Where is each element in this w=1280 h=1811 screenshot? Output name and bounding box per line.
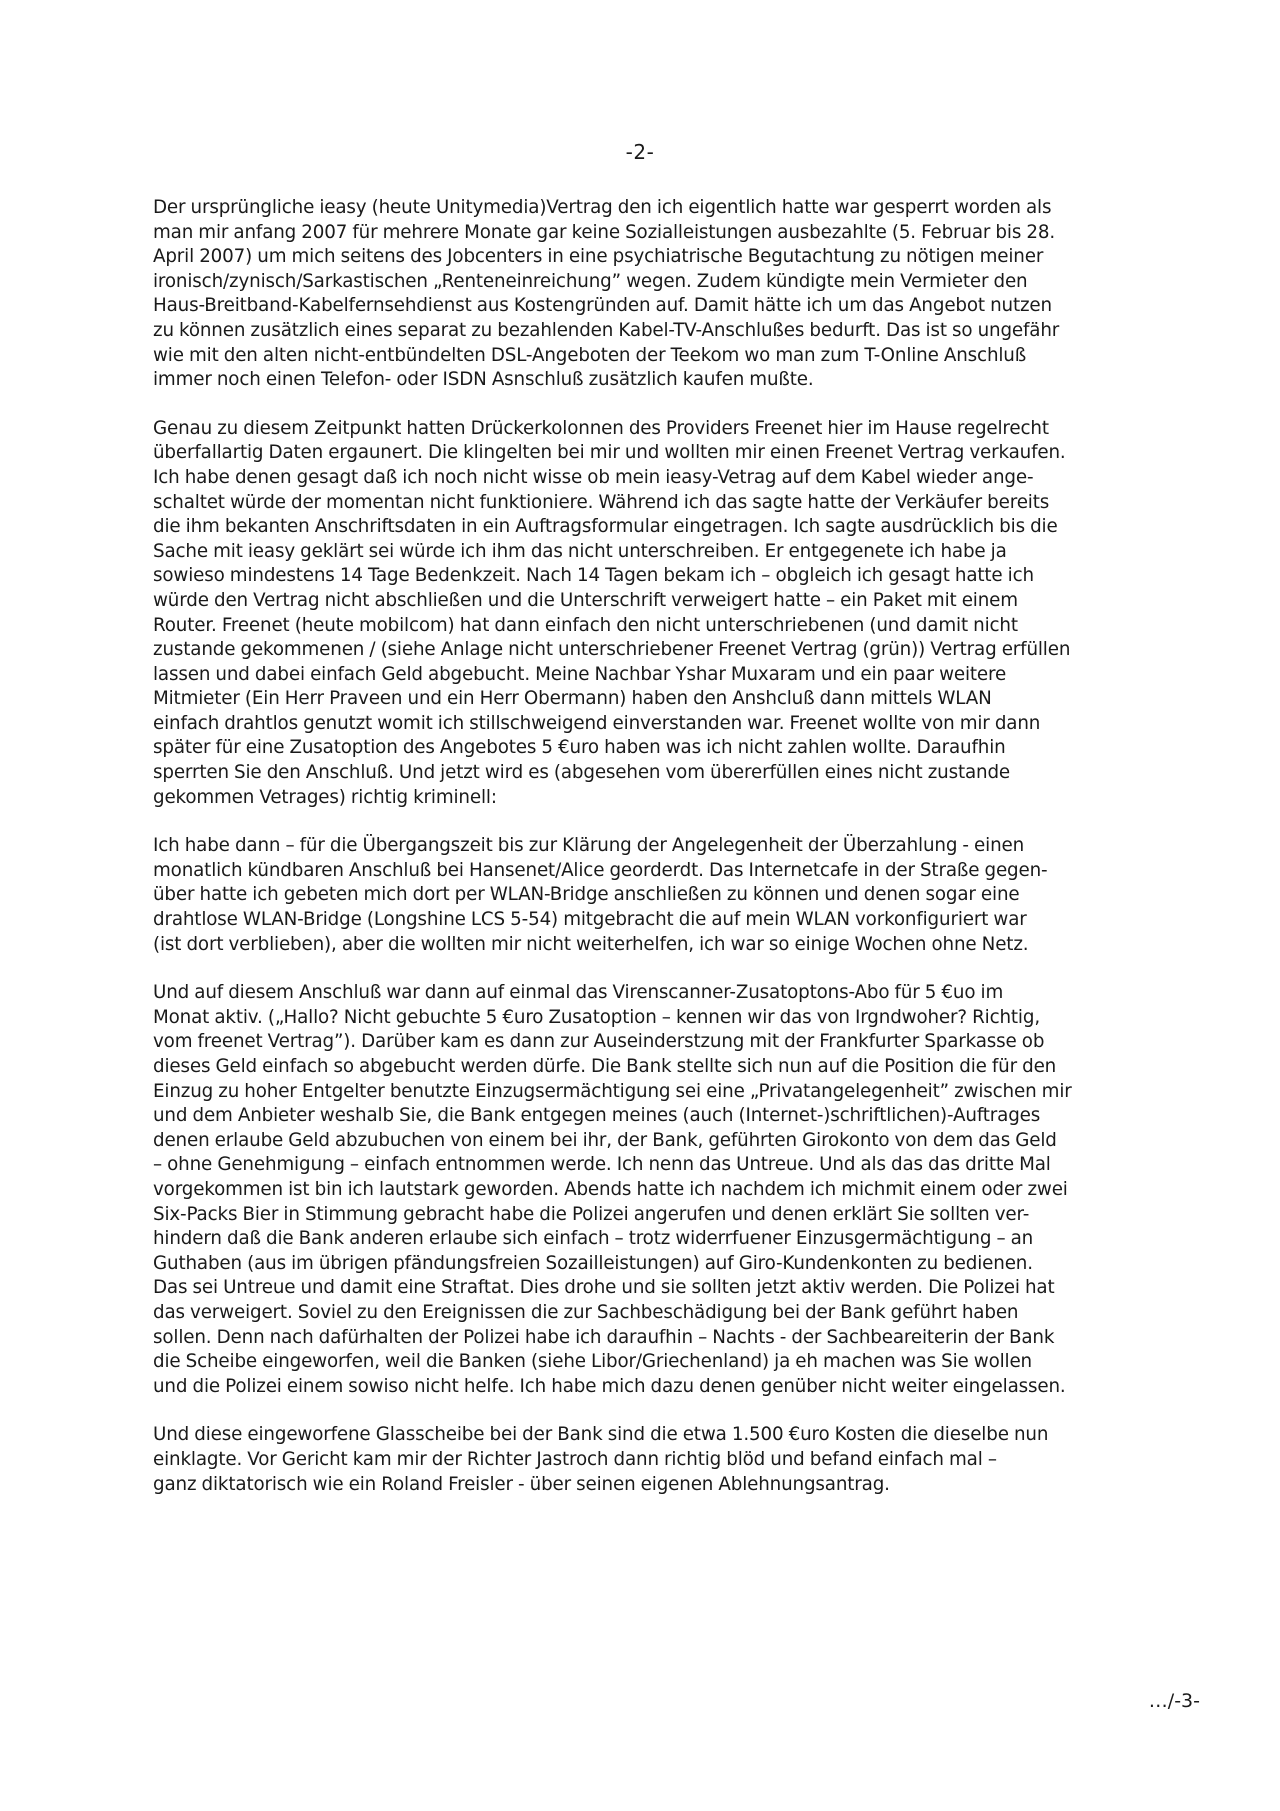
text-line: Genau zu diesem Zeitpunkt hatten Drückerkolonnen des Providers Freenet hier im Hause regelrecht (153, 417, 1049, 439)
document-body (153, 196, 1163, 1521)
text-line: und dem Anbieter weshalb Sie, die Bank entgegen meines (auch (Internet-)schriftlichen)-Auftrages (153, 1105, 1041, 1127)
text-line: immer noch einen Telefon- oder ISDN Asnschluß zusätzlich kaufen mußte. (153, 369, 814, 391)
text-line: später für eine Zusatoption des Angebotes 5 €uro haben was ich nicht zahlen wollte. Daraufhin (153, 737, 1006, 759)
text-line: Router. Freenet (heute mobilcom) hat dann einfach den nicht unterschriebenen (und damit nicht (153, 614, 1018, 636)
text-line: einfach drahtlos genutzt womit ich stillschweigend einverstanden war. Freenet wollte von mir dann (153, 712, 1041, 734)
text-line: gekommen Vetrages) richtig kriminell: (153, 786, 497, 808)
text-line: vorgekommen ist bin ich lautstark geworden. Abends hatte ich nachdem ich michmit einem oder zwei (153, 1178, 1068, 1200)
page-number: -2- (625, 140, 655, 164)
paragraph-glass-pane (153, 1423, 1163, 1497)
text-line: zustande gekommenen / (siehe Anlage nicht unterschriebener Freenet Vertrag (grün)) Vertrag erfüllen (153, 639, 1071, 661)
text-line: sowieso mindestens 14 Tage Bedenkzeit. Nach 14 Tagen bekam ich – obgleich ich gesagt hatte ich (153, 565, 1034, 587)
paragraph-freenet (153, 417, 1163, 811)
text-line: die ihm bekanten Anschriftsdaten in ein Auftragsformular eingetragen. Ich sagte ausdrücklich bis die (153, 516, 1058, 538)
text-line: Einzug zu hoher Entgelter benutzte Einzugsermächtigung sei eine „Privatangelegenheit” zwischen mir (153, 1080, 1072, 1102)
paragraph-bank-dispute (153, 981, 1163, 1399)
text-line: Sache mit ieasy geklärt sei würde ich ihm das nicht unterschreiben. Er entgegenete ich habe ja (153, 540, 1007, 562)
text-line: sperrten Sie den Anschluß. Und jetzt wird es (abgesehen vom übererfüllen eines nicht zustande (153, 762, 1011, 784)
text-line: Monat aktiv. („Hallo? Nicht gebuchte 5 €uro Zusatoption – kennen wir das von Irgndwoher? Richtig, (153, 1006, 1040, 1028)
text-line: denen erlaube Geld abzubuchen von einem bei ihr, der Bank, geführten Girokonto von dem das Geld (153, 1129, 1057, 1151)
text-line: überfallartig Daten ergaunert. Die klingelten bei mir und wollten mir einen Freenet Vertrag verkaufen. (153, 442, 1066, 464)
paragraph-ieasy-contract (153, 196, 1163, 393)
text-line: Guthaben (aus im übrigen pfändungsfreien Sozailleistungen) auf Giro-Kundenkonten zu bedienen. (153, 1252, 1033, 1274)
text-line: (ist dort verblieben), aber die wollten mir nicht weiterhelfen, ich war so einige Wochen ohne Netz. (153, 933, 1029, 955)
text-line: sollen. Denn nach dafürhalten der Polizei habe ich daraufhin – Nachts - der Sachbeareiterin der Bank (153, 1326, 1055, 1348)
text-line: über hatte ich gebeten mich dort per WLAN-Bridge anschließen zu können und denen sogar eine (153, 884, 1020, 906)
text-line: Ich habe dann – für die Übergangszeit bis zur Klärung der Angelegenheit der Überzahlung - einen (153, 835, 1025, 857)
text-line: – ohne Genehmigung – einfach entnommen werde. Ich nenn das Untreue. Und als das das dritte Mal (153, 1154, 1051, 1176)
text-line: Ich habe denen gesagt daß ich noch nicht wisse ob mein ieasy-Vetrag auf dem Kabel wieder ange- (153, 466, 1034, 488)
text-line: die Scheibe eingeworfen, weil die Banken (siehe Libor/Griechenland) ja eh machen was Sie wollen (153, 1351, 1032, 1373)
text-line: würde den Vertrag nicht abschließen und die Unterschrift verweigert hatte – ein Paket mit einem (153, 589, 1018, 611)
text-line: wie mit den alten nicht-entbündelten DSL-Angeboten der Teekom wo man zum T-Online Anschluß (153, 344, 1027, 366)
paragraph-hansenet (153, 834, 1163, 957)
text-line: ganz diktatorisch wie ein Roland Freisler - über seinen eigenen Ablehnungsantrag. (153, 1473, 890, 1495)
text-line: April 2007) um mich seitens des Jobcenters in eine psychiatrische Begutachtung zu nötigen meiner (153, 246, 1044, 268)
text-line: man mir anfang 2007 für mehrere Monate gar keine Sozialleistungen ausbezahlte (5. Februar bis 28. (153, 221, 1055, 243)
text-line: monatlich kündbaren Anschluß bei Hansenet/Alice georderdt. Das Internetcafe in der Straße gegen- (153, 859, 1048, 881)
text-line: dieses Geld einfach so abgebucht werden dürfe. Die Bank stellte sich nun auf die Position die für den (153, 1056, 1057, 1077)
text-line: Der ursprüngliche ieasy (heute Unitymedia)Vertrag den ich eigentlich hatte war gesperrt worden als (153, 197, 1052, 218)
text-line: Das sei Untreue und damit eine Straftat. Dies drohe und sie sollten jetzt aktiv werden. Die Polizei hat (153, 1277, 1055, 1299)
text-line: Mitmieter (Ein Herr Praveen und ein Herr Obermann) haben den Anshcluß dann mittels WLAN (153, 688, 992, 710)
text-line: hindern daß die Bank anderen erlaube sich einfach – trotz widerrfuener Einzusgermächtigung – an (153, 1228, 1034, 1250)
text-line: Six-Packs Bier in Stimmung gebracht habe die Polizei angerufen und denen erklärt Sie sollten ver- (153, 1203, 1030, 1225)
text-line: Und diese eingeworfene Glasscheibe bei der Bank sind die etwa 1.500 €uro Kosten die dieselbe nun (153, 1424, 1049, 1446)
text-line: zu können zusätzlich eines separat zu bezahlenden Kabel-TV-Anschlußes bedurft. Das ist so ungefähr (153, 319, 1060, 341)
text-line: das verweigert. Soviel zu den Ereignissen die zur Sachbeschädigung bei der Bank geführt haben (153, 1301, 1019, 1323)
text-line: und die Polizei einem sowiso nicht helfe. Ich habe mich dazu denen genüber nicht weiter eingelassen. (153, 1375, 1066, 1397)
text-line: drahtlose WLAN-Bridge (Longshine LCS 5-54) mitgebracht die auf mein WLAN vorkonfiguriert war (153, 909, 1027, 931)
text-line: einklagte. Vor Gericht kam mir der Richter Jastroch dann richtig blöd und befand einfach mal – (153, 1448, 997, 1470)
text-line: lassen und dabei einfach Geld abgebucht. Meine Nachbar Yshar Muxaram und ein paar weitere (153, 663, 1007, 685)
text-line: ironisch/zynisch/Sarkastischen „Renteneinreichung” wegen. Zudem kündigte mein Vermieter den (153, 270, 1028, 292)
text-line: schaltet würde der momentan nicht funktioniere. Während ich das sagte hatte der Verkäufer bereits (153, 491, 1050, 513)
text-line: Und auf diesem Anschluß war dann auf einmal das Virenscanner-Zusatoptons-Abo für 5 €uo im (153, 982, 1004, 1004)
continuation-marker: …/-3- (1148, 1690, 1200, 1712)
text-line: Haus-Breitband-Kabelfernsehdienst aus Kostengründen auf. Damit hätte ich um das Angebot nutzen (153, 295, 1052, 317)
text-line: vom freenet Vertrag”). Darüber kam es dann zur Auseinderstzung mit der Frankfurter Sparkasse ob (153, 1031, 1045, 1053)
